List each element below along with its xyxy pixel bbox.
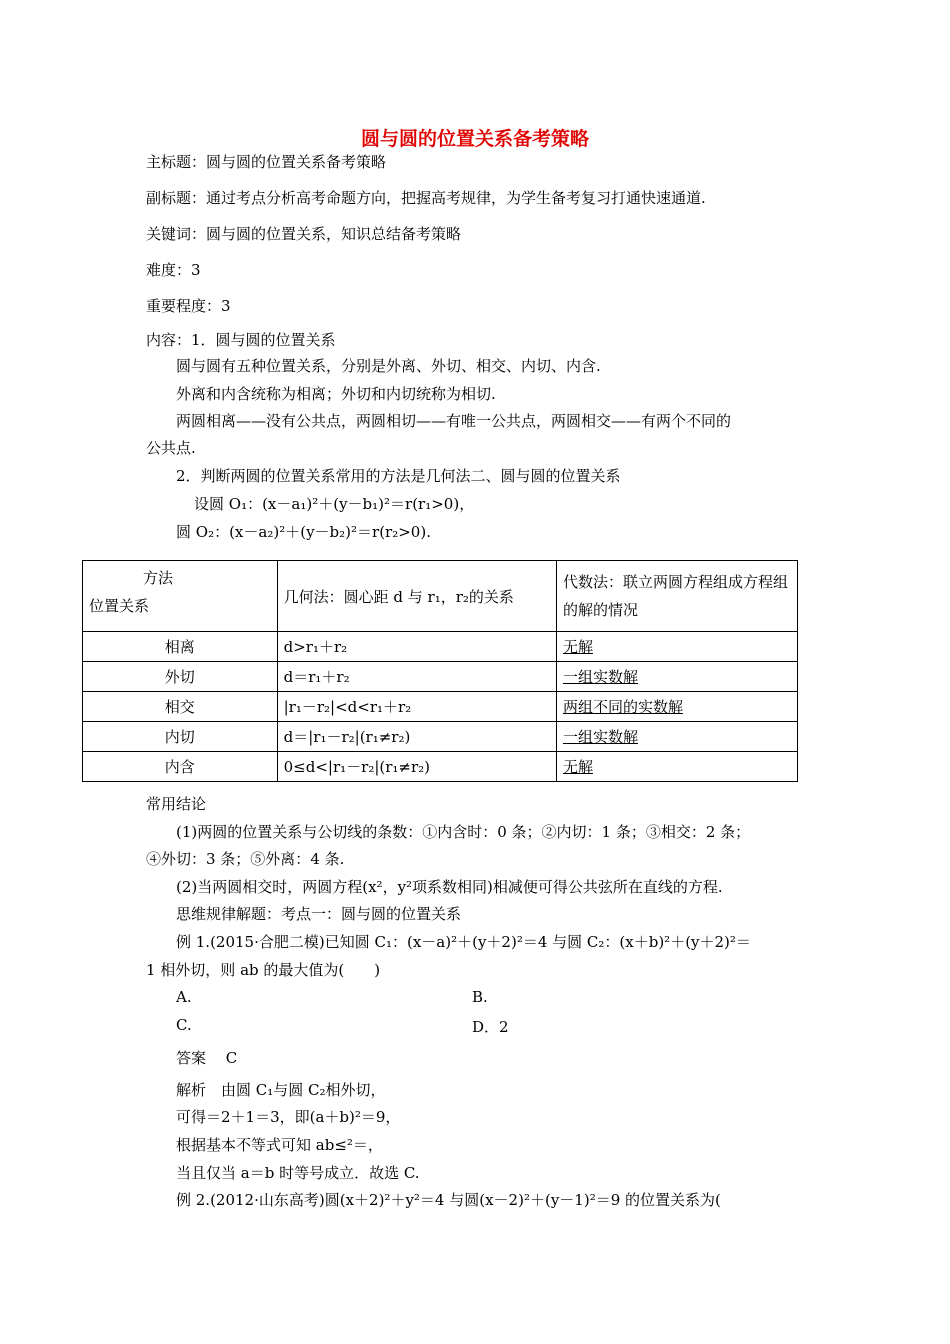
relation-cell: 内含 [83,752,278,782]
example1-question-line2: 1 相外切，则 ab 的最大值为( ) [146,961,381,979]
main-title-line: 主标题：圆与圆的位置关系备考策略 [146,153,387,171]
thinking-rule-line: 思维规律解题：考点一：圆与圆的位置关系 [176,905,462,923]
algebraic-cell: 无解 [556,632,797,662]
header-geometric-cell: 几何法：圆心距 d 与 r₁，r₂的关系 [277,561,556,632]
geometric-cell: d>r₁＋r₂ [277,632,556,662]
example1-option-c: C. [176,1016,192,1034]
table-row [83,662,798,692]
circle-o1-equation: 设圆 O₁：(x－a₁)²＋(y－b₁)²＝r(r₁>0)， [194,495,475,513]
geometric-cell: d＝r₁＋r₂ [277,662,556,692]
example1-answer: 答案 C [176,1049,238,1067]
importance-line: 重要程度：3 [146,297,231,315]
conclusion-1a: (1)两圆的位置关系与公切线的条数：①内含时：0 条；②内切：1 条；③相交：2 条； [176,823,751,841]
example1-solution-1: 解析 由圆 C₁与圆 C₂相外切， [176,1081,386,1099]
conclusions-heading: 常用结论 [146,795,207,813]
header-method-label: 方法 [143,569,174,587]
example2-question-line1: 例 2.(2012·山东高考)圆(x＋2)²＋y²＝4 与圆(x－2)²＋(y－1)²＝9 的位置关系为( [176,1191,721,1209]
table-row [83,692,798,722]
position-relation-table [82,560,798,782]
content-paragraph-2: 外离和内含统称为相离；外切和内切统称为相切. [176,385,496,403]
content-paragraph-3b: 公共点. [146,439,196,457]
conclusion-2: (2)当两圆相交时，两圆方程(x²，y²项系数相同)相减便可得公共弦所在直线的方程. [176,878,723,896]
header-algebraic-cell: 代数法：联立两圆方程组成方程组的解的情况 [556,561,797,632]
table-row [83,752,798,782]
example1-solution-4: 当且仅当 a＝b 时等号成立．故选 C. [176,1164,420,1182]
content-intro: 内容：1．圆与圆的位置关系 [146,331,336,349]
content-paragraph-1: 圆与圆有五种位置关系，分别是外离、外切、相交、内切、内含. [176,357,601,375]
page-title: 圆与圆的位置关系备考策略 [360,128,589,150]
table-row [83,722,798,752]
geometric-cell: d＝|r₁－r₂|(r₁≠r₂) [277,722,556,752]
content-paragraph-4: 2．判断两圆的位置关系常用的方法是几何法二、圆与圆的位置关系 [176,467,621,485]
algebraic-cell: 两组不同的实数解 [556,692,797,722]
relation-cell: 相离 [83,632,278,662]
algebraic-cell: 一组实数解 [556,722,797,752]
header-relation-label: 位置关系 [89,597,150,615]
difficulty-line: 难度：3 [146,261,201,279]
geometric-cell: |r₁－r₂|<d<r₁＋r₂ [277,692,556,722]
example1-solution-2: 可得＝2＋1＝3，即(a＋b)²＝9， [176,1108,401,1126]
circle-o2-equation: 圆 O₂：(x－a₂)²＋(y－b₂)²＝r(r₂>0). [176,523,431,541]
algebraic-cell: 一组实数解 [556,662,797,692]
conclusion-1b: ④外切：3 条；⑤外离：4 条. [146,850,345,868]
relation-cell: 相交 [83,692,278,722]
example1-option-a: A. [176,988,192,1006]
example1-solution-3: 根据基本不等式可知 ab≤²＝， [176,1136,383,1154]
algebraic-cell: 无解 [556,752,797,782]
content-paragraph-3a: 两圆相离——没有公共点，两圆相切——有唯一公共点，两圆相交——有两个不同的 [176,412,732,430]
relation-cell: 内切 [83,722,278,752]
table-header-row [83,561,798,632]
example1-question-line1: 例 1.(2015·合肥二模)已知圆 C₁：(x－a)²＋(y＋2)²＝4 与圆 C₂：(x＋b)²＋(y＋2)²＝ [176,933,751,951]
example1-option-d: D．2 [472,1018,509,1036]
table-row [83,632,798,662]
keywords-line: 关键词：圆与圆的位置关系，知识总结备考策略 [146,225,462,243]
geometric-cell: 0≤d<|r₁－r₂|(r₁≠r₂) [277,752,556,782]
example1-option-b: B. [472,988,488,1006]
relation-cell: 外切 [83,662,278,692]
table-corner-cell [83,561,278,632]
subtitle-line: 副标题：通过考点分析高考命题方向，把握高考规律，为学生备考复习打通快速通道. [146,189,706,207]
